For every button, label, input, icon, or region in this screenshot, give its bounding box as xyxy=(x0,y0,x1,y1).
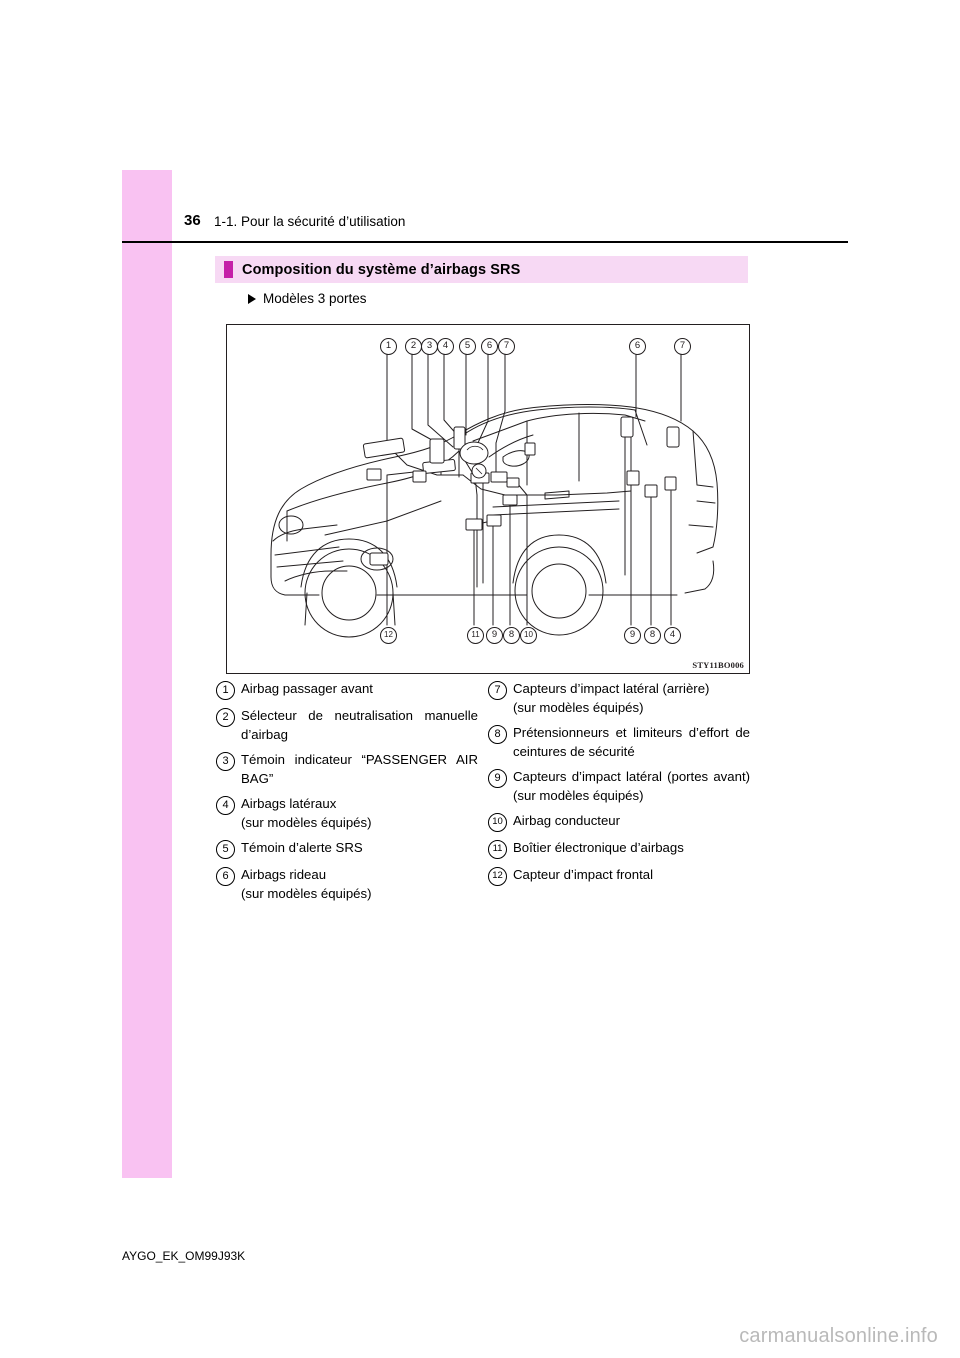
legend-number-8: 8 xyxy=(488,725,507,744)
legend-item-7 xyxy=(488,680,750,717)
legend-label-10: Airbag conducteur xyxy=(513,813,621,828)
figure-callout-7b: 7 xyxy=(674,338,691,355)
legend-column-right xyxy=(488,680,750,893)
footer-document-code: AYGO_EK_OM99J93K xyxy=(122,1249,246,1263)
legend-label-7-note: (sur modèles équipés) xyxy=(513,699,644,715)
figure-callout-11: 11 xyxy=(467,627,484,644)
header-section-title: 1-1. Pour la sécurité d’utilisation xyxy=(214,214,406,229)
legend-number-9: 9 xyxy=(488,769,507,788)
legend-column-left xyxy=(216,680,478,910)
figure-callout-7: 7 xyxy=(498,338,515,355)
legend-item-3 xyxy=(216,751,478,788)
figure-callout-5: 5 xyxy=(459,338,476,355)
legend-label-4: Airbags latéraux xyxy=(241,796,337,811)
triangle-bullet-icon xyxy=(248,294,256,304)
legend-item-5 xyxy=(216,839,478,859)
subheading xyxy=(248,291,367,306)
legend-number-2: 2 xyxy=(216,708,235,727)
watermark-text: carmanualsonline.info xyxy=(739,1325,938,1347)
legend-label-9: Capteurs d’impact latéral (portes avant) (sur modèles équipés) xyxy=(513,769,750,803)
legend-number-6: 6 xyxy=(216,867,235,886)
figure-code: STY11BO006 xyxy=(692,660,744,670)
figure-callout-1: 1 xyxy=(380,338,397,355)
legend-item-2 xyxy=(216,707,478,744)
legend-label-11: Boîtier électronique d’airbags xyxy=(513,840,684,855)
figure-callout-6b: 6 xyxy=(629,338,646,355)
figure-callout-8: 8 xyxy=(503,627,520,644)
figure-callout-9: 9 xyxy=(486,627,503,644)
figure-callout-9b: 9 xyxy=(624,627,641,644)
header-divider xyxy=(122,241,848,243)
legend-label-6-note: (sur modèles équipés) xyxy=(241,885,372,901)
legend-item-11 xyxy=(488,839,750,859)
legend-number-10: 10 xyxy=(488,813,507,832)
figure-callout-6: 6 xyxy=(481,338,498,355)
page-number: 36 xyxy=(184,212,201,229)
section-marker-icon xyxy=(224,261,233,278)
figure-callout-3: 3 xyxy=(421,338,438,355)
figure-callout-2: 2 xyxy=(405,338,422,355)
legend-item-4 xyxy=(216,795,478,832)
legend-item-10 xyxy=(488,812,750,832)
legend-label-5: Témoin d’alerte SRS xyxy=(241,840,363,855)
legend-label-12: Capteur d’impact frontal xyxy=(513,867,654,882)
section-title-bar xyxy=(215,256,748,283)
legend-label-1: Airbag passager avant xyxy=(241,681,373,696)
legend-label-7: Capteurs d’impact latéral (arrière) xyxy=(513,681,710,696)
legend-item-12 xyxy=(488,866,750,886)
legend-number-7: 7 xyxy=(488,681,507,700)
legend-number-11: 11 xyxy=(488,840,507,859)
figure-callout-8b: 8 xyxy=(644,627,661,644)
legend-label-6: Airbags rideau xyxy=(241,867,327,882)
legend-number-3: 3 xyxy=(216,752,235,771)
legend-label-8: Prétensionneurs et limiteurs d’effort de ceintures de sécurité xyxy=(513,725,750,759)
airbag-system-diagram xyxy=(226,324,750,674)
legend-item-1 xyxy=(216,680,478,700)
figure-callout-10: 10 xyxy=(520,627,537,644)
legend-label-4-note: (sur modèles équipés) xyxy=(241,814,372,830)
page-side-color-bar xyxy=(122,170,172,1178)
legend-label-2: Sélecteur de neutralisation manuelle d’airbag xyxy=(241,708,478,742)
legend-number-5: 5 xyxy=(216,840,235,859)
figure-callout-4: 4 xyxy=(437,338,454,355)
figure-callout-4b: 4 xyxy=(664,627,681,644)
legend-number-1: 1 xyxy=(216,681,235,700)
figure-callout-12: 12 xyxy=(380,627,397,644)
page-header xyxy=(172,210,848,242)
legend-item-8 xyxy=(488,724,750,761)
section-title: Composition du système d’airbags SRS xyxy=(242,261,521,278)
legend-label-3: Témoin indicateur “PASSENGER AIR BAG” xyxy=(241,752,478,786)
legend-item-9 xyxy=(488,768,750,805)
legend-number-4: 4 xyxy=(216,796,235,815)
subheading-label: Modèles 3 portes xyxy=(263,291,367,306)
legend-number-12: 12 xyxy=(488,867,507,886)
legend-item-6 xyxy=(216,866,478,903)
